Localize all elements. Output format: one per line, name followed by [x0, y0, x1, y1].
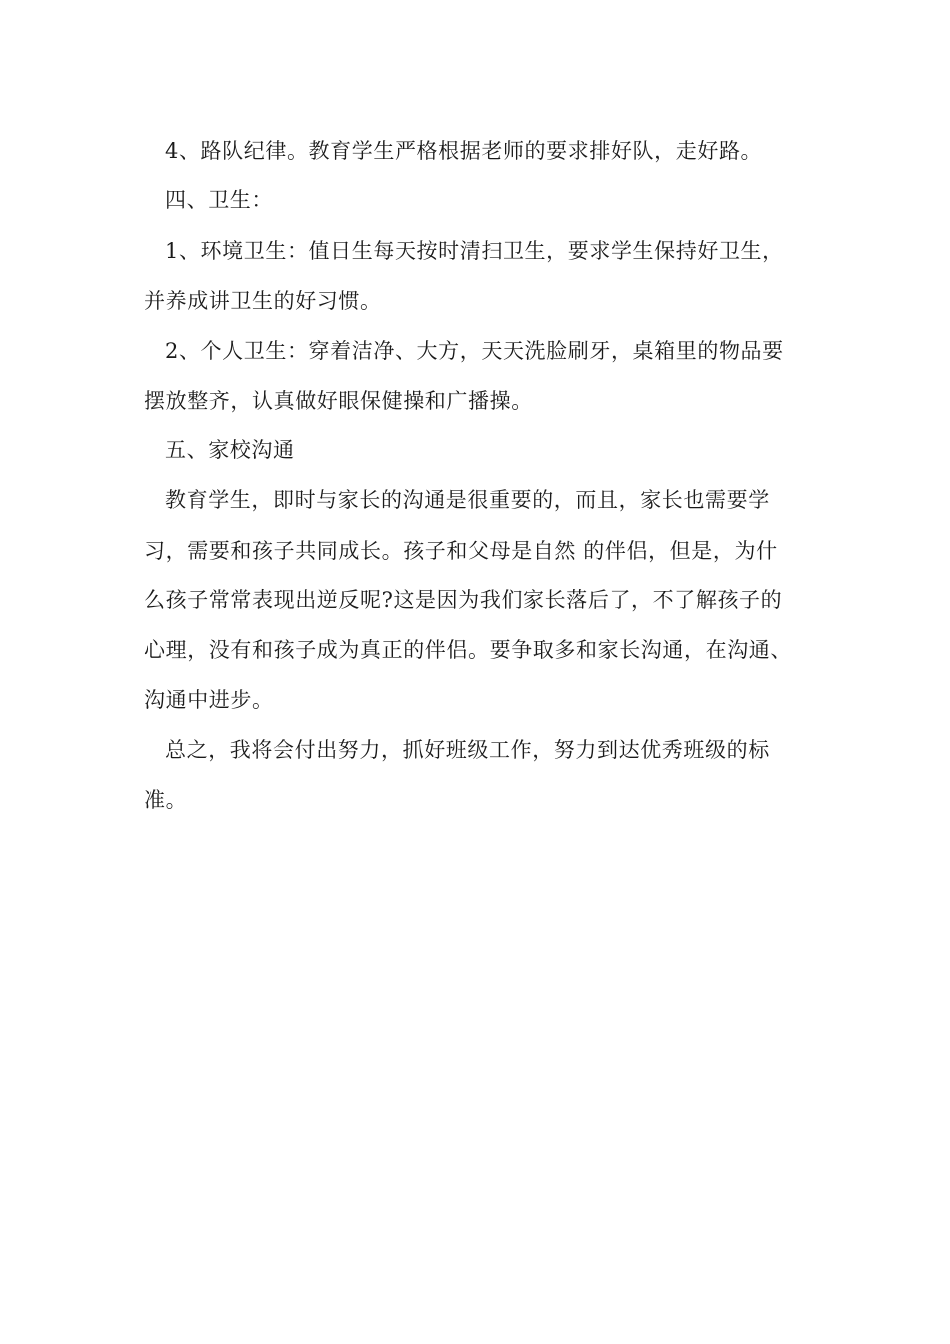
section-heading-hygiene: 四、卫生：: [165, 188, 273, 212]
paragraph-line-home-school-3: 么孩子常常表现出逆反呢?这是因为我们家长落后了，不了解孩子的: [144, 588, 783, 612]
paragraph-line-environment-hygiene-cont: 并养成讲卫生的好习惯。: [144, 289, 382, 313]
paragraph-line-home-school-1: 教育学生，即时与家长的沟通是很重要的，而且，家长也需要学: [165, 488, 770, 512]
paragraph-line-environment-hygiene: 1、环境卫生：值日生每天按时清扫卫生，要求学生保持好卫生，: [165, 239, 784, 263]
paragraph-line-home-school-4: 心理，没有和孩子成为真正的伴侣。要争取多和家长沟通，在沟通、: [144, 638, 792, 662]
paragraph-line-route-discipline: 4、路队纪律。教育学生严格根据老师的要求排好队，走好路。: [165, 139, 763, 163]
paragraph-line-conclusion-cont: 准。: [144, 788, 188, 812]
paragraph-line-home-school-2: 习，需要和孩子共同成长。孩子和父母是自然 的伴侣，但是，为什: [144, 539, 778, 563]
paragraph-line-personal-hygiene: 2、个人卫生：穿着洁净、大方，天天洗脸刷牙，桌箱里的物品要: [165, 339, 784, 363]
paragraph-line-personal-hygiene-cont: 摆放整齐，认真做好眼保健操和广播操。: [144, 389, 533, 413]
section-heading-home-school: 五、家校沟通: [165, 438, 295, 462]
paragraph-line-conclusion: 总之，我将会付出努力，抓好班级工作，努力到达优秀班级的标: [165, 738, 770, 762]
paragraph-line-home-school-5: 沟通中进步。: [144, 688, 274, 712]
